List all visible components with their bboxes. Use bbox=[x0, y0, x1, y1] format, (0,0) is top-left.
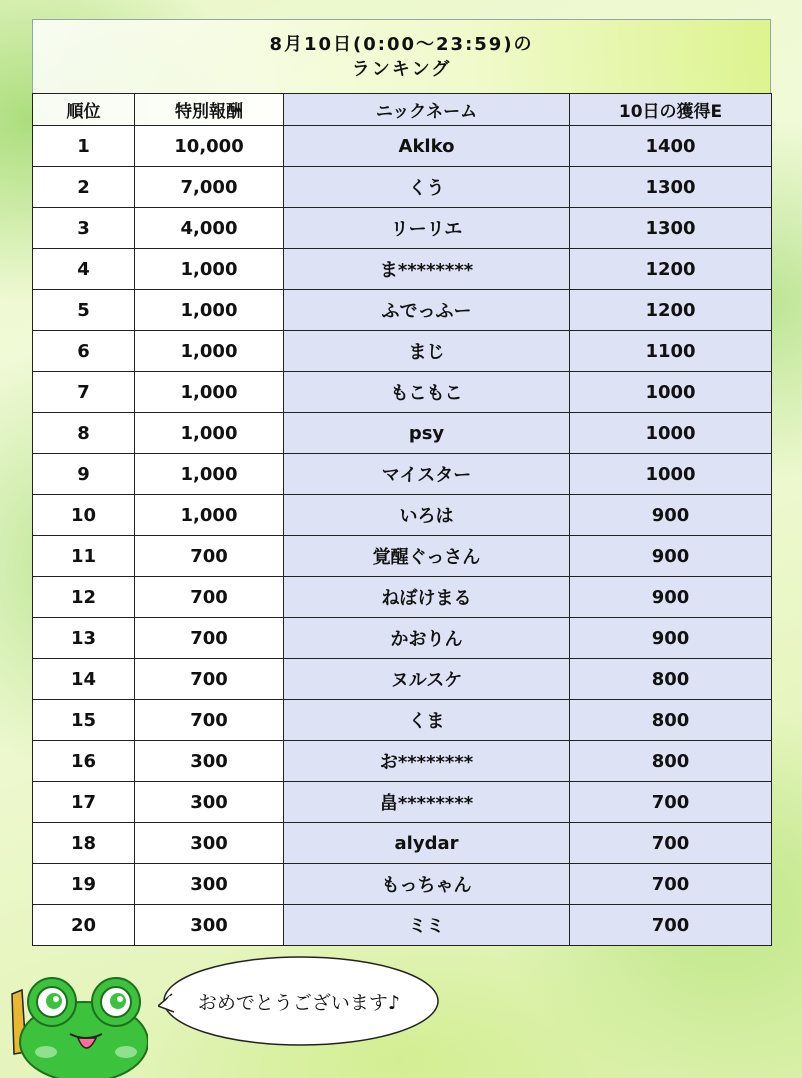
table-row bbox=[33, 823, 772, 864]
rank-cell: 5 bbox=[33, 290, 135, 331]
header-points: 10日の獲得E bbox=[570, 94, 772, 126]
rank-cell: 17 bbox=[33, 782, 135, 823]
points-cell: 1200 bbox=[570, 290, 772, 331]
table-row bbox=[33, 700, 772, 741]
points-cell: 700 bbox=[570, 905, 772, 946]
table-row bbox=[33, 536, 772, 577]
points-cell: 900 bbox=[570, 495, 772, 536]
reward-cell: 1,000 bbox=[135, 413, 284, 454]
points-cell: 900 bbox=[570, 618, 772, 659]
reward-cell: 1,000 bbox=[135, 249, 284, 290]
points-cell: 1200 bbox=[570, 249, 772, 290]
reward-cell: 1,000 bbox=[135, 454, 284, 495]
nickname-cell: もっちゃん bbox=[284, 864, 570, 905]
rank-cell: 6 bbox=[33, 331, 135, 372]
points-cell: 1000 bbox=[570, 413, 772, 454]
table-body bbox=[33, 126, 772, 946]
rank-cell: 13 bbox=[33, 618, 135, 659]
points-cell: 800 bbox=[570, 659, 772, 700]
table-row bbox=[33, 495, 772, 536]
bubble-text: おめでとうございます♪ bbox=[197, 992, 401, 1014]
table-row bbox=[33, 331, 772, 372]
rank-cell: 4 bbox=[33, 249, 135, 290]
header-nickname: ニックネーム bbox=[284, 94, 570, 126]
table-row bbox=[33, 290, 772, 331]
points-cell: 800 bbox=[570, 741, 772, 782]
points-cell: 800 bbox=[570, 700, 772, 741]
nickname-cell: ミミ bbox=[284, 905, 570, 946]
rank-cell: 7 bbox=[33, 372, 135, 413]
ranking-table bbox=[32, 93, 772, 946]
reward-cell: 700 bbox=[135, 577, 284, 618]
reward-cell: 1,000 bbox=[135, 331, 284, 372]
rank-cell: 16 bbox=[33, 741, 135, 782]
nickname-cell: ねぼけまる bbox=[284, 577, 570, 618]
header-rank: 順位 bbox=[33, 94, 135, 126]
nickname-cell: Aklko bbox=[284, 126, 570, 167]
table-header-row bbox=[33, 94, 772, 126]
table-row bbox=[33, 167, 772, 208]
table-row bbox=[33, 782, 772, 823]
rank-cell: 14 bbox=[33, 659, 135, 700]
rank-cell: 10 bbox=[33, 495, 135, 536]
reward-cell: 700 bbox=[135, 659, 284, 700]
points-cell: 1000 bbox=[570, 454, 772, 495]
rank-cell: 19 bbox=[33, 864, 135, 905]
nickname-cell: マイスター bbox=[284, 454, 570, 495]
table-row bbox=[33, 413, 772, 454]
nickname-cell: リーリエ bbox=[284, 208, 570, 249]
table-row bbox=[33, 741, 772, 782]
reward-cell: 700 bbox=[135, 536, 284, 577]
reward-cell: 1,000 bbox=[135, 372, 284, 413]
rank-cell: 3 bbox=[33, 208, 135, 249]
reward-cell: 1,000 bbox=[135, 290, 284, 331]
table-row bbox=[33, 659, 772, 700]
nickname-cell: くう bbox=[284, 167, 570, 208]
nickname-cell: いろは bbox=[284, 495, 570, 536]
reward-cell: 700 bbox=[135, 700, 284, 741]
points-cell: 700 bbox=[570, 823, 772, 864]
reward-cell: 10,000 bbox=[135, 126, 284, 167]
nickname-cell: かおりん bbox=[284, 618, 570, 659]
title-line-1: 8月10日(0:00〜23:59)の bbox=[269, 33, 534, 55]
nickname-cell: 覚醒ぐっさん bbox=[284, 536, 570, 577]
reward-cell: 300 bbox=[135, 741, 284, 782]
nickname-cell: もこもこ bbox=[284, 372, 570, 413]
rank-cell: 9 bbox=[33, 454, 135, 495]
table-row bbox=[33, 454, 772, 495]
reward-cell: 300 bbox=[135, 864, 284, 905]
title-line-2: ランキング bbox=[351, 58, 452, 80]
nickname-cell: 畠******** bbox=[284, 782, 570, 823]
table-row bbox=[33, 618, 772, 659]
nickname-cell: psy bbox=[284, 413, 570, 454]
points-cell: 1300 bbox=[570, 208, 772, 249]
points-cell: 1000 bbox=[570, 372, 772, 413]
points-cell: 900 bbox=[570, 577, 772, 618]
reward-cell: 700 bbox=[135, 618, 284, 659]
points-cell: 1300 bbox=[570, 167, 772, 208]
points-cell: 700 bbox=[570, 864, 772, 905]
rank-cell: 18 bbox=[33, 823, 135, 864]
table-row bbox=[33, 249, 772, 290]
nickname-cell: まじ bbox=[284, 331, 570, 372]
reward-cell: 300 bbox=[135, 905, 284, 946]
points-cell: 900 bbox=[570, 536, 772, 577]
header-reward: 特別報酬 bbox=[135, 94, 284, 126]
rank-cell: 20 bbox=[33, 905, 135, 946]
nickname-cell: ふでっふー bbox=[284, 290, 570, 331]
rank-cell: 1 bbox=[33, 126, 135, 167]
rank-cell: 8 bbox=[33, 413, 135, 454]
reward-cell: 4,000 bbox=[135, 208, 284, 249]
table-row bbox=[33, 905, 772, 946]
ranking-board bbox=[32, 19, 771, 946]
rank-cell: 2 bbox=[33, 167, 135, 208]
table-row bbox=[33, 577, 772, 618]
table-row bbox=[33, 208, 772, 249]
nickname-cell: お******** bbox=[284, 741, 570, 782]
reward-cell: 7,000 bbox=[135, 167, 284, 208]
reward-cell: 300 bbox=[135, 782, 284, 823]
rank-cell: 15 bbox=[33, 700, 135, 741]
points-cell: 700 bbox=[570, 782, 772, 823]
nickname-cell: ま******** bbox=[284, 249, 570, 290]
reward-cell: 300 bbox=[135, 823, 284, 864]
table-row bbox=[33, 126, 772, 167]
table-row bbox=[33, 372, 772, 413]
nickname-cell: くま bbox=[284, 700, 570, 741]
frog-mascot-icon bbox=[8, 972, 148, 1078]
table-row bbox=[33, 864, 772, 905]
rank-cell: 11 bbox=[33, 536, 135, 577]
nickname-cell: ヌルスケ bbox=[284, 659, 570, 700]
points-cell: 1100 bbox=[570, 331, 772, 372]
points-cell: 1400 bbox=[570, 126, 772, 167]
rank-cell: 12 bbox=[33, 577, 135, 618]
reward-cell: 1,000 bbox=[135, 495, 284, 536]
nickname-cell: alydar bbox=[284, 823, 570, 864]
ranking-title bbox=[32, 19, 771, 93]
